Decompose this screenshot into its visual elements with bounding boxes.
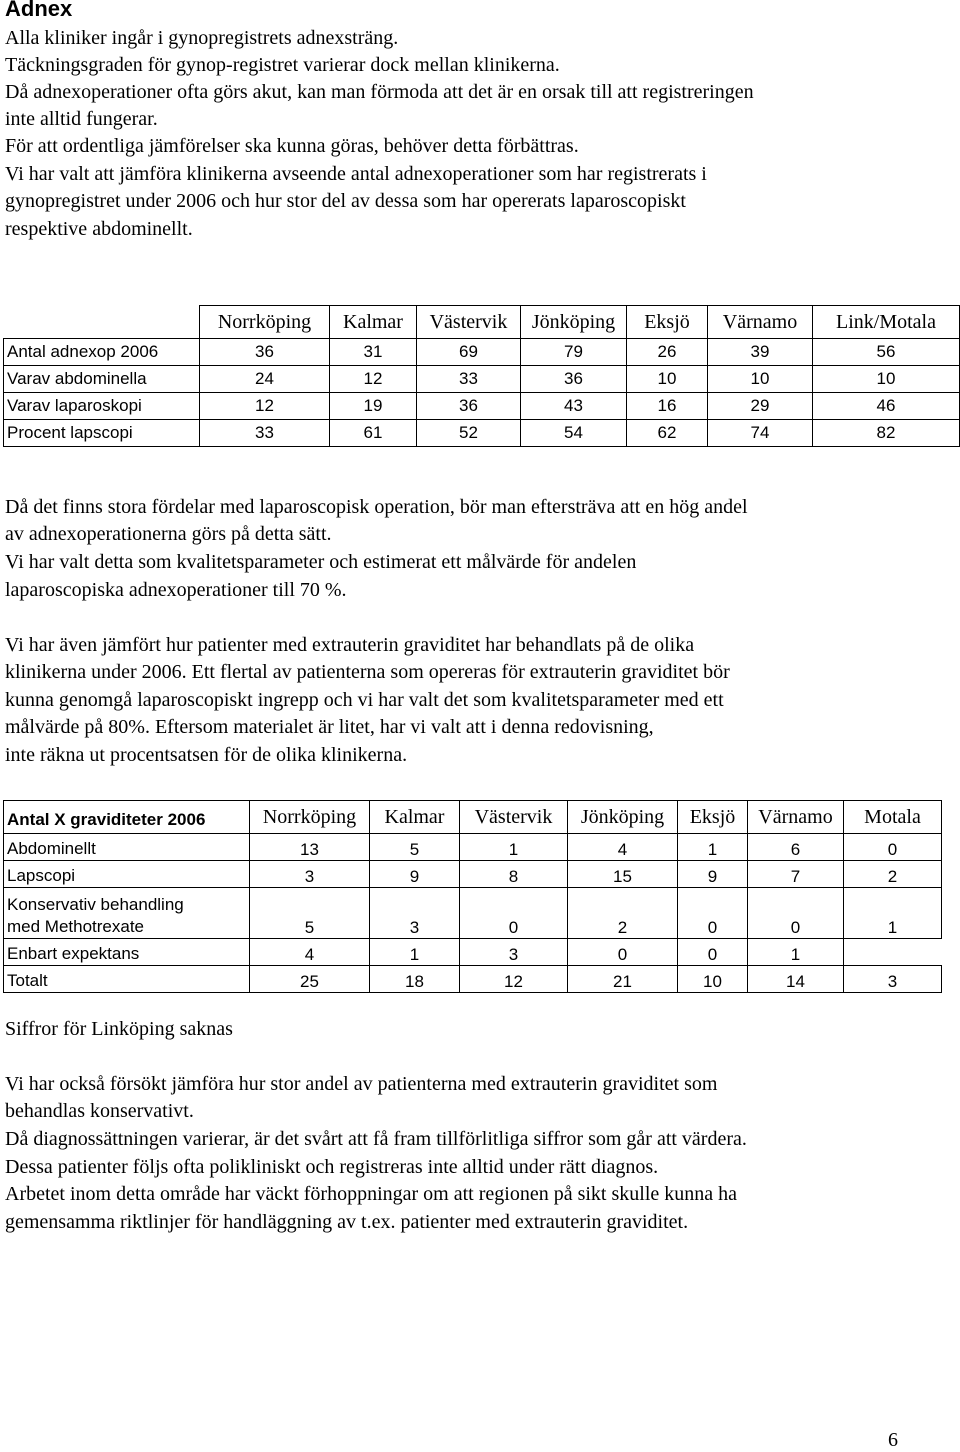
table-corner-label: Antal X graviditeter 2006 [4,801,250,834]
table-cell: 36 [200,339,330,366]
table-cell: 10 [678,966,748,993]
table-row [4,366,960,393]
body-line: behandlas konservativt. [5,1100,194,1122]
table-cell: 74 [708,420,813,447]
body-line: klinikerna under 2006. Ett flertal av patienterna som opereras för extrauterin graviditet bör [5,661,730,683]
table-cell: 21 [568,966,678,993]
body-line: inte räkna ut procentsatsen för de olika klinikerna. [5,744,408,766]
table-corner [4,306,200,339]
table-cell: 13 [250,834,370,861]
row-label-line: Konservativ behandling [7,895,184,914]
table-row [4,861,942,888]
adnex-operations-table [3,305,960,447]
column-header: Kalmar [370,801,460,834]
column-header: Eksjö [627,306,708,339]
column-header: Västervik [460,801,568,834]
column-header: Eksjö [678,801,748,834]
table-cell: 18 [370,966,460,993]
table-cell: 10 [708,366,813,393]
table-cell: 25 [250,966,370,993]
row-label: Procent lapscopi [4,420,200,447]
table-cell: 0 [678,939,748,966]
table-cell: 14 [748,966,844,993]
table-cell: 9 [370,861,460,888]
body-line: kunna genomgå laparoscopiskt ingrepp och vi har valt det som kvalitetsparameter med ett [5,689,724,711]
table-cell: 2 [568,888,678,939]
table-cell: 10 [627,366,708,393]
table-cell: 2 [844,861,942,888]
table-cell: 0 [568,939,678,966]
page-number: 6 [888,1429,898,1451]
column-header: Kalmar [330,306,417,339]
table-cell: 43 [521,393,627,420]
table-row [4,966,942,993]
table-cell: 24 [200,366,330,393]
table-cell: 8 [460,861,568,888]
body-line: Vi har också försökt jämföra hur stor andel av patienterna med extrauterin graviditet som [5,1073,718,1095]
row-label-line: med Methotrexate [7,917,145,936]
table-cell: 3 [370,888,460,939]
table-row [4,393,960,420]
intro-line: Vi har valt att jämföra klinikerna avseende antal adnexoperationer som har registrerats i [5,163,707,185]
body-line: av adnexoperationerna görs på detta sätt. [5,523,332,545]
table-cell: 10 [813,366,960,393]
table-header-row [4,801,942,834]
table-cell: 36 [521,366,627,393]
table-cell: 7 [748,861,844,888]
intro-line: Då adnexoperationer ofta görs akut, kan man förmoda att det är en orsak till att registreringen [5,81,754,103]
intro-line: Täckningsgraden för gynop-registret varierar dock mellan klinikerna. [5,54,560,76]
row-label: Enbart expektans [4,939,250,966]
intro-line: Alla kliniker ingår i gynopregistrets adnexsträng. [5,27,399,49]
table-cell: 9 [678,861,748,888]
table-cell-empty [844,939,942,966]
column-header: Link/Motala [813,306,960,339]
table-cell: 3 [844,966,942,993]
table-cell: 79 [521,339,627,366]
table-cell: 3 [250,861,370,888]
table-cell: 0 [844,834,942,861]
table-row [4,339,960,366]
table-header-row [4,306,960,339]
row-label: Abdominellt [4,834,250,861]
table-cell: 6 [748,834,844,861]
table-cell: 16 [627,393,708,420]
row-label: Varav abdominella [4,366,200,393]
table-cell: 1 [748,939,844,966]
table-cell: 1 [844,888,942,939]
table-cell: 1 [678,834,748,861]
table-cell: 46 [813,393,960,420]
table-cell: 56 [813,339,960,366]
table-cell: 12 [330,366,417,393]
table-cell: 69 [417,339,521,366]
row-label: Totalt [4,966,250,993]
table-cell: 31 [330,339,417,366]
table-cell: 19 [330,393,417,420]
table-cell: 61 [330,420,417,447]
row-label [4,888,250,939]
footnote: Siffror för Linköping saknas [5,1018,233,1040]
page-heading: Adnex [5,0,73,21]
body-line: Vi har även jämfört hur patienter med extrauterin graviditet har behandlats på de olika [5,634,695,656]
intro-line: inte alltid fungerar. [5,108,158,130]
body-line: Då diagnossättningen varierar, är det svårt att få fram tillförlitliga siffror som går att värdera. [5,1128,747,1150]
column-header: Värnamo [708,306,813,339]
row-label: Antal adnexop 2006 [4,339,200,366]
table-cell: 1 [460,834,568,861]
table-cell: 29 [708,393,813,420]
body-line: laparoscopiska adnexoperationer till 70 %. [5,579,347,601]
column-header: Jönköping [521,306,627,339]
column-header: Västervik [417,306,521,339]
table-cell: 82 [813,420,960,447]
table-row [4,834,942,861]
body-line: Arbetet inom detta område har väckt förhoppningar om att regionen på sikt skulle kunna ha [5,1183,738,1205]
table-cell: 4 [568,834,678,861]
column-header: Norrköping [250,801,370,834]
table-cell: 4 [250,939,370,966]
column-header: Motala [844,801,942,834]
body-line: gemensamma riktlinjer för handläggning av t.ex. patienter med extrauterin graviditet. [5,1211,689,1233]
table-cell: 52 [417,420,521,447]
table-cell: 5 [370,834,460,861]
intro-line: gynopregistret under 2006 och hur stor del av dessa som har opererats laparoscopiskt [5,190,686,212]
row-label: Varav laparoskopi [4,393,200,420]
table-cell: 36 [417,393,521,420]
intro-line: respektive abdominellt. [5,218,193,240]
table-cell: 3 [460,939,568,966]
table-cell: 54 [521,420,627,447]
row-label: Lapscopi [4,861,250,888]
table-cell: 1 [370,939,460,966]
table-cell: 0 [460,888,568,939]
table-cell: 12 [460,966,568,993]
body-line: Då det finns stora fördelar med laparoscopisk operation, bör man eftersträva att en hög andel [5,496,748,518]
table-cell: 0 [748,888,844,939]
table-cell: 26 [627,339,708,366]
table-cell: 33 [417,366,521,393]
table-cell: 33 [200,420,330,447]
body-line: Dessa patienter följs ofta polikliniskt och registreras inte alltid under rätt diagnos. [5,1156,659,1178]
column-header: Jönköping [568,801,678,834]
intro-line: För att ordentliga jämförelser ska kunna göras, behöver detta förbättras. [5,135,579,157]
table-cell: 0 [678,888,748,939]
column-header: Norrköping [200,306,330,339]
table-cell: 39 [708,339,813,366]
body-line: målvärde på 80%. Eftersom materialet är litet, har vi valt att i denna redovisning, [5,716,654,738]
table-cell: 15 [568,861,678,888]
body-line: Vi har valt detta som kvalitetsparameter och estimerat ett målvärde för andelen [5,551,637,573]
ectopic-pregnancy-table [3,800,942,993]
table-row [4,939,942,966]
table-cell: 62 [627,420,708,447]
column-header: Värnamo [748,801,844,834]
table-cell: 5 [250,888,370,939]
table-cell: 12 [200,393,330,420]
table-row [4,420,960,447]
table-row [4,888,942,939]
